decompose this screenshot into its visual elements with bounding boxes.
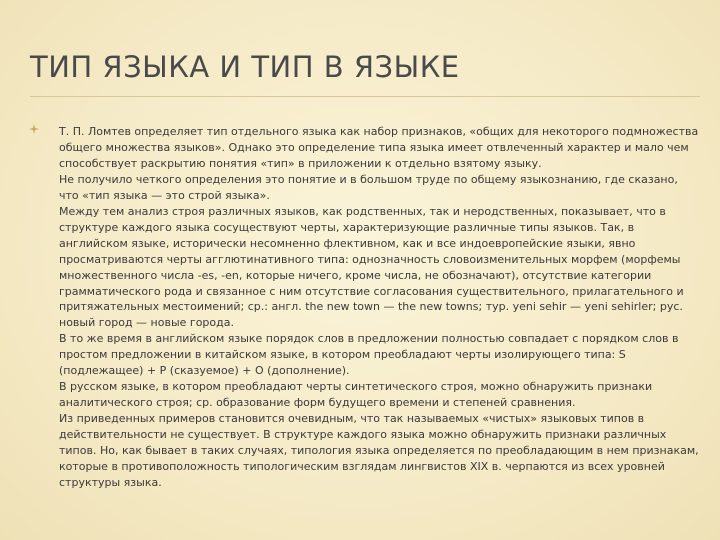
slide-title: ТИП ЯЗЫКА И ТИП В ЯЗЫКЕ xyxy=(30,50,460,84)
paragraph: Т. П. Ломтев определяет тип отдельного языка как набор признаков, «общих для некоторого подмножества общего множества языков». Однако это определение типа языка имеет отвлеченный характер и мало чем способствует раскрытию понятия «тип» в приложении к отдельно взятому языку. xyxy=(59,125,699,170)
title-divider xyxy=(30,96,700,97)
paragraph: В русском языке, в котором преобладают черты синтетического строя, можно обнаружить признаки аналитического строя; ср. образование форм будущего времени и степеней сравнения. xyxy=(59,380,653,410)
four-point-star-bullet-icon xyxy=(29,124,39,134)
paragraph: В то же время в английском языке порядок слов в предложении полностью совпадает с порядком слов в простом предложении в китайском языке, в котором преобладают черты изолирующего типа: S (подлежащее) + P (сказуемое) + O (дополнение). xyxy=(59,332,679,378)
paragraph: Не получило четкого определения это понятие и в большом труде по общему языкознанию, где сказано, что «тип языка — это строй языка». xyxy=(59,172,678,202)
paragraph: Между тем анализ строя различных языков, как родственных, так и неродственных, показывает, что в структуре каждого языка сосуществуют черты, характеризующие различные типы языков. Так, в английском языке, исторически несомненно флективном, как и все индоевропейские языки, явно просматриваются черты агглютинативного типа: однозначность словоизменительных морфем (морфемы множественного числа -es, -en, которые ничего, кроме числа, не обозначают), отсутствие категории грамматического рода и связанное с ним отсутствие согласования существительного, прилагательного и притяжательных местоимений; ср.: англ. the new town — the new towns; тур. yeni sehir — yeni sehirler; рус. новый город — новые города. xyxy=(59,204,684,330)
body-text xyxy=(59,124,699,491)
paragraph: Из приведенных примеров становится очевидным, что так называемых «чистых» языковых типов в действительности не существует. В структуре каждого языка можно обнаружить признаки различных типов. Но, как бывает в таких случаях, типология языка определяется по преобладающим в нем признакам, которые в противоположность типологическим взглядам лингвистов XIX в. черпаются из всех уровней структуры языка. xyxy=(59,412,699,489)
